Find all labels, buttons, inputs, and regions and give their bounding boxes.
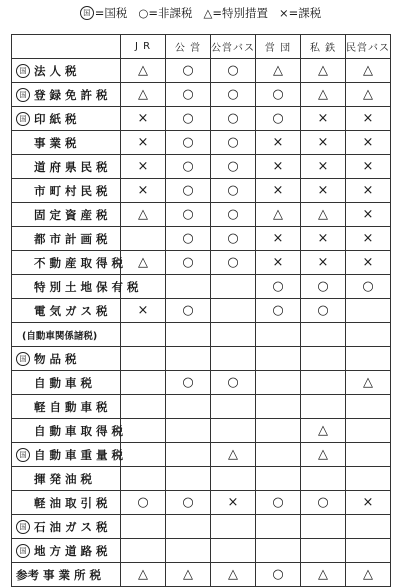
table-row — [12, 155, 391, 179]
cell-status: × — [256, 227, 301, 251]
row-label-cell — [12, 83, 121, 107]
row-label-cell — [12, 347, 121, 371]
cell-status — [211, 395, 256, 419]
national-tax-mark: 国 — [16, 448, 30, 462]
row-label: 石 油 ガ ス 税 — [34, 519, 108, 534]
cell-status: △ — [256, 203, 301, 227]
row-label: 市 町 村 民 税 — [34, 183, 108, 198]
cell-status — [256, 323, 301, 347]
cell-status: ○ — [166, 371, 211, 395]
cell-status: ○ — [256, 83, 301, 107]
cell-status: ○ — [121, 491, 166, 515]
row-label-cell — [12, 419, 124, 443]
table-header-row — [12, 35, 391, 59]
cell-status: ○ — [211, 203, 256, 227]
legend-national: =国税 — [94, 6, 128, 20]
cell-status: △ — [121, 251, 166, 275]
column-header: 公営バス — [211, 35, 256, 59]
table-row — [12, 515, 391, 539]
cell-status: △ — [301, 443, 346, 467]
cell-status: ○ — [256, 563, 301, 587]
cell-status: ○ — [211, 371, 256, 395]
cell-status: ○ — [166, 251, 211, 275]
cell-status — [301, 395, 346, 419]
cell-status: × — [301, 227, 346, 251]
row-label-cell — [12, 467, 121, 491]
cell-status: ○ — [256, 275, 301, 299]
cell-status — [211, 515, 256, 539]
row-label-cell — [12, 275, 139, 299]
cell-status — [166, 323, 211, 347]
cell-status: ○ — [211, 179, 256, 203]
table-row — [12, 203, 391, 227]
row-label: 道 府 県 民 税 — [34, 159, 108, 174]
table-row — [12, 275, 391, 299]
cell-status: × — [346, 251, 391, 275]
cell-status — [256, 443, 301, 467]
row-label: 自 動 車 重 量 税 — [34, 447, 124, 462]
cell-status: △ — [121, 59, 166, 83]
legend-national-mark: 国 — [80, 6, 94, 20]
cell-status — [211, 467, 256, 491]
row-label-cell — [12, 107, 121, 131]
table-row — [12, 419, 391, 443]
cell-status: × — [121, 179, 166, 203]
row-label: 印 紙 税 — [34, 111, 77, 126]
row-label-cell — [12, 563, 121, 587]
row-label-cell — [12, 251, 124, 275]
cell-status: △ — [211, 443, 256, 467]
table-row — [12, 539, 391, 563]
cell-status — [301, 515, 346, 539]
cell-status: △ — [346, 371, 391, 395]
table-row — [12, 131, 391, 155]
cell-status: × — [256, 251, 301, 275]
table-row — [12, 467, 391, 491]
cell-status: × — [121, 131, 166, 155]
row-label-cell — [12, 515, 121, 539]
cell-status: △ — [301, 59, 346, 83]
row-label-cell — [12, 395, 121, 419]
cell-status: △ — [346, 563, 391, 587]
cell-status — [166, 467, 211, 491]
table-row — [12, 443, 391, 467]
row-label-cell — [12, 227, 121, 251]
cell-status: × — [346, 155, 391, 179]
cell-status: ○ — [166, 107, 211, 131]
row-label: 法 人 税 — [34, 63, 77, 78]
cell-status — [166, 419, 211, 443]
cell-status — [121, 227, 166, 251]
row-label-cell — [12, 155, 121, 179]
cell-status: ○ — [301, 299, 346, 323]
table-row — [12, 491, 391, 515]
cell-status: △ — [256, 59, 301, 83]
cell-status — [166, 395, 211, 419]
cell-status: ○ — [166, 155, 211, 179]
cell-status: × — [346, 107, 391, 131]
cell-status — [256, 371, 301, 395]
row-label: 事 業 税 — [34, 135, 77, 150]
cell-status — [301, 539, 346, 563]
cell-status: × — [256, 131, 301, 155]
row-label: (自動車関係諸税) — [22, 330, 98, 342]
cell-status: × — [301, 179, 346, 203]
table-row — [12, 299, 391, 323]
cell-status — [346, 539, 391, 563]
cell-status: × — [301, 251, 346, 275]
cell-status: ○ — [211, 227, 256, 251]
cell-status: ○ — [346, 275, 391, 299]
cell-status: ○ — [166, 59, 211, 83]
cell-status: × — [346, 491, 391, 515]
cell-status — [301, 323, 346, 347]
cell-status — [256, 395, 301, 419]
cell-status: △ — [211, 563, 256, 587]
cell-status — [211, 275, 256, 299]
national-tax-mark: 国 — [16, 520, 30, 534]
cell-status — [346, 419, 391, 443]
national-tax-mark: 国 — [16, 64, 30, 78]
row-label: 電 気 ガ ス 税 — [34, 303, 108, 318]
table-row — [12, 179, 391, 203]
legend-taxed: ×=課税 — [278, 6, 322, 20]
national-tax-mark: 国 — [16, 88, 30, 102]
column-header: 民営バス — [346, 35, 391, 59]
cell-status — [121, 347, 166, 371]
row-label: 登 録 免 許 税 — [34, 87, 108, 102]
cell-status — [256, 347, 301, 371]
cell-status: × — [301, 131, 346, 155]
national-tax-mark: 国 — [16, 112, 30, 126]
column-header: 公 営 — [166, 35, 211, 59]
cell-status: △ — [301, 203, 346, 227]
cell-status: ○ — [211, 131, 256, 155]
cell-status: △ — [301, 563, 346, 587]
cell-status: × — [346, 179, 391, 203]
cell-status: × — [346, 203, 391, 227]
cell-status: ○ — [301, 491, 346, 515]
cell-status — [121, 323, 166, 347]
table-row — [12, 563, 391, 587]
cell-status — [166, 275, 211, 299]
legend-special: △=特別措置 — [203, 6, 268, 20]
cell-status — [346, 347, 391, 371]
cell-status — [211, 347, 256, 371]
row-label: 都 市 計 画 税 — [34, 231, 108, 246]
table-row — [12, 395, 391, 419]
row-label-cell — [12, 179, 121, 203]
table-row — [12, 59, 391, 83]
cell-status — [301, 371, 346, 395]
cell-status — [121, 467, 166, 491]
cell-status — [211, 323, 256, 347]
row-label: 軽 自 動 車 税 — [34, 399, 108, 414]
cell-status: × — [301, 107, 346, 131]
cell-status: ○ — [166, 179, 211, 203]
legend — [0, 2, 401, 24]
legend-exempt: ○=非課税 — [138, 6, 193, 20]
cell-status: ○ — [256, 299, 301, 323]
cell-status: × — [346, 227, 391, 251]
cell-status — [211, 419, 256, 443]
cell-status — [121, 539, 166, 563]
cell-status — [346, 467, 391, 491]
cell-status — [301, 467, 346, 491]
cell-status: × — [346, 131, 391, 155]
row-label-cell — [12, 539, 121, 563]
cell-status: ○ — [211, 83, 256, 107]
column-header: J R — [121, 35, 166, 59]
cell-status: △ — [346, 59, 391, 83]
cell-status: × — [121, 107, 166, 131]
table-row — [12, 107, 391, 131]
cell-status — [346, 443, 391, 467]
row-label: 参考 事 業 所 税 — [16, 567, 102, 582]
cell-status: × — [256, 179, 301, 203]
cell-status: × — [256, 155, 301, 179]
cell-status — [211, 299, 256, 323]
cell-status: ○ — [301, 275, 346, 299]
row-label: 軽 油 取 引 税 — [34, 495, 108, 510]
table-row — [12, 83, 391, 107]
row-label-cell — [12, 59, 121, 83]
cell-status — [256, 467, 301, 491]
row-label: 地 方 道 路 税 — [34, 543, 108, 558]
cell-status — [211, 539, 256, 563]
cell-status: △ — [166, 563, 211, 587]
cell-status — [301, 347, 346, 371]
row-label-cell — [12, 371, 121, 395]
row-label-cell — [12, 491, 121, 515]
cell-status — [166, 539, 211, 563]
cell-status: × — [301, 155, 346, 179]
column-header: 営 団 — [256, 35, 301, 59]
row-label-cell — [12, 299, 121, 323]
cell-status: ○ — [211, 155, 256, 179]
national-tax-mark: 国 — [16, 544, 30, 558]
row-label-cell — [12, 443, 124, 467]
table-row — [12, 251, 391, 275]
cell-status — [346, 515, 391, 539]
national-tax-mark: 国 — [16, 352, 30, 366]
cell-status — [166, 443, 211, 467]
cell-status: ○ — [166, 227, 211, 251]
cell-status — [121, 395, 166, 419]
table-row — [12, 347, 391, 371]
row-label-cell — [12, 203, 121, 227]
cell-status: × — [121, 155, 166, 179]
table-row — [12, 227, 391, 251]
cell-status: ○ — [256, 107, 301, 131]
row-label: 不 動 産 取 得 税 — [34, 255, 124, 270]
row-label-cell — [12, 131, 121, 155]
column-header: 私 鉄 — [301, 35, 346, 59]
row-label-cell — [12, 323, 121, 347]
tax-table — [11, 34, 391, 587]
cell-status: × — [121, 299, 166, 323]
cell-status: ○ — [166, 299, 211, 323]
cell-status: ○ — [166, 491, 211, 515]
cell-status: ○ — [211, 107, 256, 131]
cell-status: △ — [346, 83, 391, 107]
cell-status: △ — [121, 203, 166, 227]
cell-status: △ — [301, 83, 346, 107]
cell-status: ○ — [211, 59, 256, 83]
cell-status — [346, 395, 391, 419]
cell-status: ○ — [211, 251, 256, 275]
cell-status — [121, 371, 166, 395]
cell-status — [346, 323, 391, 347]
cell-status: × — [211, 491, 256, 515]
row-label: 揮 発 油 税 — [34, 471, 93, 486]
table-body — [12, 59, 391, 587]
header-corner — [12, 35, 121, 59]
row-label: 特 別 土 地 保 有 税 — [34, 279, 139, 294]
cell-status — [256, 515, 301, 539]
cell-status: ○ — [166, 203, 211, 227]
row-label: 固 定 資 産 税 — [34, 207, 108, 222]
row-label: 自 動 車 税 — [34, 375, 93, 390]
cell-status: ○ — [166, 131, 211, 155]
cell-status — [121, 419, 166, 443]
cell-status — [346, 299, 391, 323]
cell-status — [256, 539, 301, 563]
cell-status — [166, 347, 211, 371]
cell-status: △ — [301, 419, 346, 443]
cell-status — [121, 515, 166, 539]
cell-status — [166, 515, 211, 539]
row-label: 物 品 税 — [34, 351, 77, 366]
cell-status: ○ — [256, 491, 301, 515]
cell-status: △ — [121, 563, 166, 587]
row-label: 自 動 車 取 得 税 — [34, 423, 124, 438]
cell-status: ○ — [166, 83, 211, 107]
cell-status — [121, 443, 166, 467]
table-row — [12, 371, 391, 395]
cell-status: △ — [121, 83, 166, 107]
cell-status — [256, 419, 301, 443]
table-row — [12, 323, 391, 347]
